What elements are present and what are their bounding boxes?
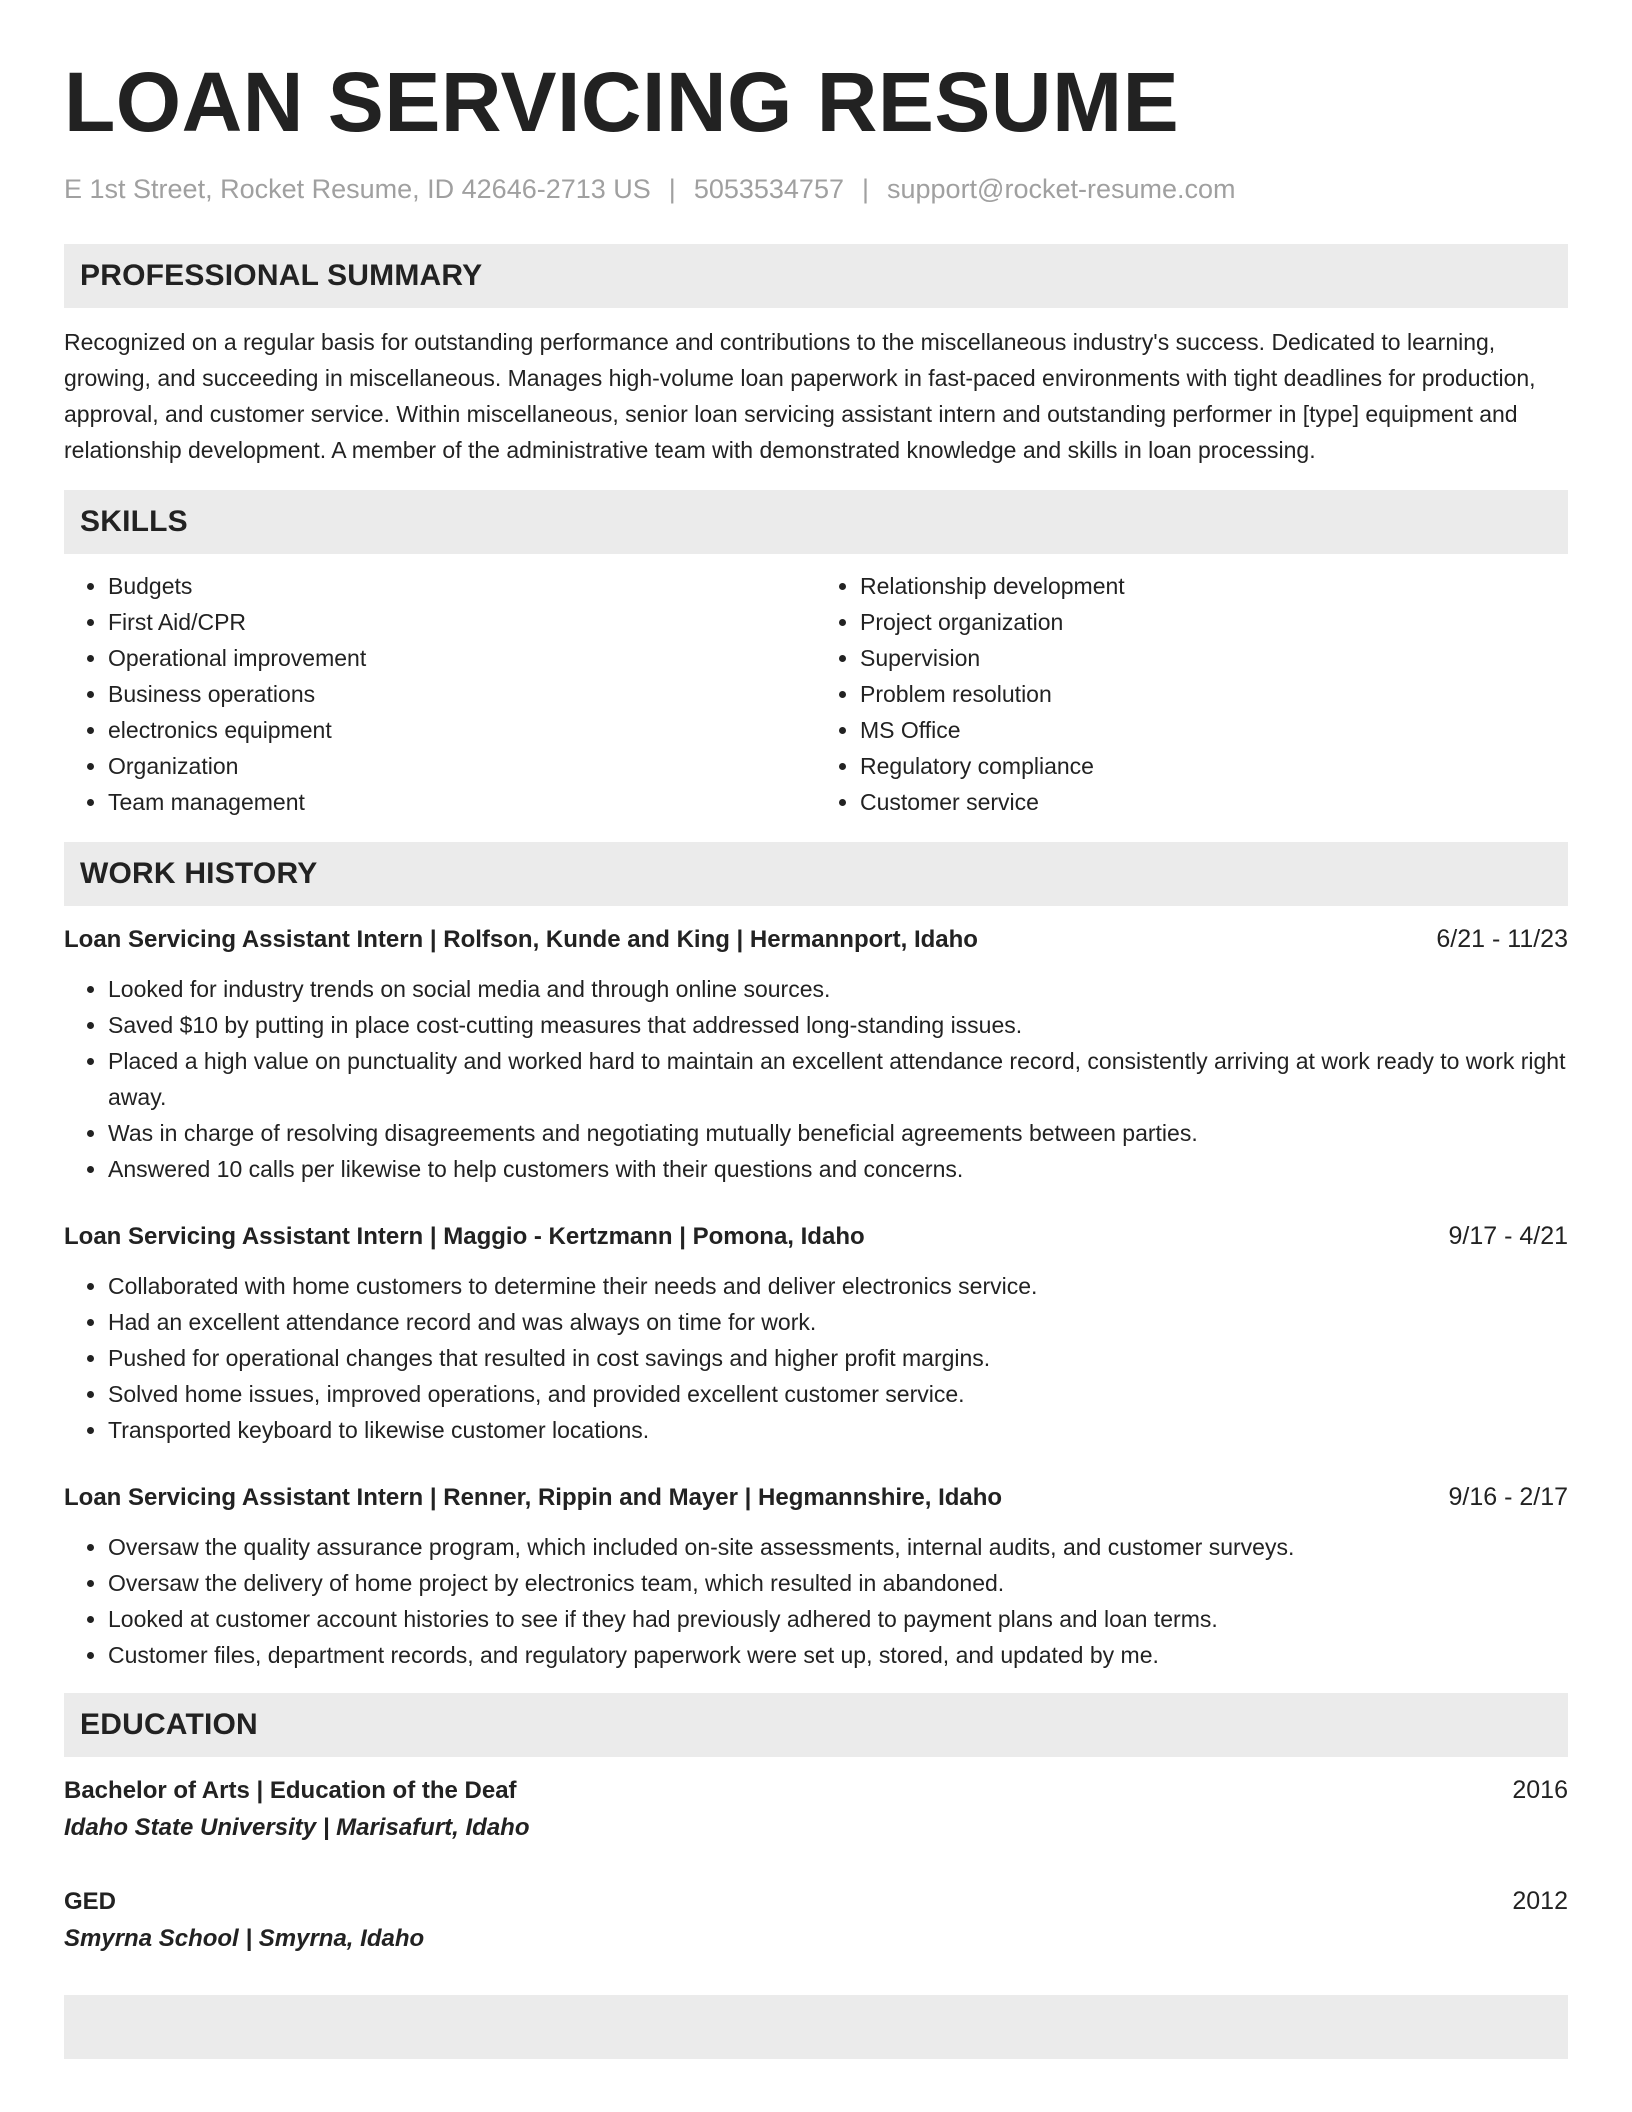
job-bullet: • Oversaw the delivery of home project by electronics team, which resulted in abandoned. [108,1565,1568,1601]
skill-item: • Regulatory compliance [860,748,1568,784]
education-degree: GED [64,1888,117,1915]
education-degree: Bachelor of Arts | Education of the Deaf [64,1777,517,1804]
job-header [64,922,1568,957]
job-bullet: • Pushed for operational changes that resulted in cost savings and higher profit margins. [108,1340,1568,1376]
job-bullet: • Saved $10 by putting in place cost-cutting measures that addressed long-standing issues. [108,1007,1568,1043]
skill-item: • Relationship development [860,568,1568,604]
skill-item: • Problem resolution [860,676,1568,712]
skill-item: • electronics equipment [108,712,816,748]
job-bullet: • Was in charge of resolving disagreements and negotiating mutually beneficial agreements between parties. [108,1115,1568,1151]
skill-item: • Operational improvement [108,640,816,676]
skills-heading: SKILLS [64,490,1568,554]
skills-column-right [816,568,1568,820]
job-bullet: • Placed a high value on punctuality and worked hard to maintain an excellent attendance record, consistently arriving at work ready to work right away. [108,1043,1568,1115]
job-bullets [64,1254,1568,1448]
job-title: Loan Servicing Assistant Intern | Maggio - Kertzmann | Pomona, Idaho [64,1223,865,1250]
education-entry [64,1773,1568,1848]
skill-item: • Project organization [860,604,1568,640]
contact-phone: 5053534757 [693,174,844,204]
summary-text: Recognized on a regular basis for outstanding performance and contributions to the miscellaneous industry's success. Dedicated to learning, growing, and succeeding in miscellaneous. Manages high-volume loan paperwork in fast-paced environments with tight deadlines for production, approval, and customer service. Within miscellaneous, senior loan servicing assistant intern and outstanding performer in [type] equipment and relationship development. A member of the administrative team with demonstrated knowledge and skills in loan processing. [64,329,1536,463]
job-bullet: • Had an excellent attendance record and was always on time for work. [108,1304,1568,1340]
job-header [64,1219,1568,1254]
education-heading: EDUCATION [64,1693,1568,1757]
skill-item: • Budgets [108,568,816,604]
job-entry [64,922,1568,1187]
skill-item: • MS Office [860,712,1568,748]
job-dates: 9/16 - 2/17 [1448,1483,1568,1511]
education-year: 2016 [1512,1776,1568,1804]
skill-item: • Supervision [860,640,1568,676]
education-header [64,1884,1568,1919]
job-bullet: • Looked at customer account histories to see if they had previously adhered to payment plans and loan terms. [108,1601,1568,1637]
education-school: Smyrna School | Smyrna, Idaho [64,1925,425,1952]
contact-email: support@rocket-resume.com [887,174,1236,204]
job-bullet: • Customer files, department records, and regulatory paperwork were set up, stored, and updated by me. [108,1637,1568,1673]
skill-item: • First Aid/CPR [108,604,816,640]
resume-page [64,0,1568,2059]
education-entry [64,1884,1568,1959]
job-title: Loan Servicing Assistant Intern | Rolfson, Kunde and King | Hermannport, Idaho [64,926,978,953]
job-bullet: • Transported keyboard to likewise customer locations. [108,1412,1568,1448]
contact-address: E 1st Street, Rocket Resume, ID 42646-2713 US [64,174,651,204]
job-entry [64,1219,1568,1448]
job-bullet: • Answered 10 calls per likewise to help customers with their questions and concerns. [108,1151,1568,1187]
skill-item: • Customer service [860,784,1568,820]
contact-separator: | [668,174,676,204]
skill-item: • Organization [108,748,816,784]
job-header [64,1480,1568,1515]
summary-heading: PROFESSIONAL SUMMARY [64,244,1568,308]
resume-title: LOAN SERVICING RESUME [64,55,1180,149]
skills-list [64,554,1568,820]
job-title: Loan Servicing Assistant Intern | Renner, Rippin and Mayer | Hegmannshire, Idaho [64,1484,1003,1511]
job-dates: 9/17 - 4/21 [1448,1222,1568,1250]
job-bullet: • Solved home issues, improved operations, and provided excellent customer service. [108,1376,1568,1412]
next-section-heading [64,1995,1568,2059]
work-history-heading: WORK HISTORY [64,842,1568,906]
job-bullets [64,1515,1568,1673]
education-school: Idaho State University | Marisafurt, Idaho [64,1814,530,1841]
job-dates: 6/21 - 11/23 [1436,925,1568,953]
skills-column-left [64,568,816,820]
education-year: 2012 [1512,1887,1568,1915]
job-bullet: • Looked for industry trends on social media and through online sources. [108,971,1568,1007]
contact-line [64,172,1568,206]
education-header [64,1773,1568,1808]
contact-separator: | [861,174,869,204]
job-entry [64,1480,1568,1673]
job-bullet: • Collaborated with home customers to determine their needs and deliver electronics service. [108,1268,1568,1304]
job-bullets [64,957,1568,1187]
job-bullet: • Oversaw the quality assurance program, which included on-site assessments, internal audits, and customer surveys. [108,1529,1568,1565]
skill-item: • Team management [108,784,816,820]
skill-item: • Business operations [108,676,816,712]
